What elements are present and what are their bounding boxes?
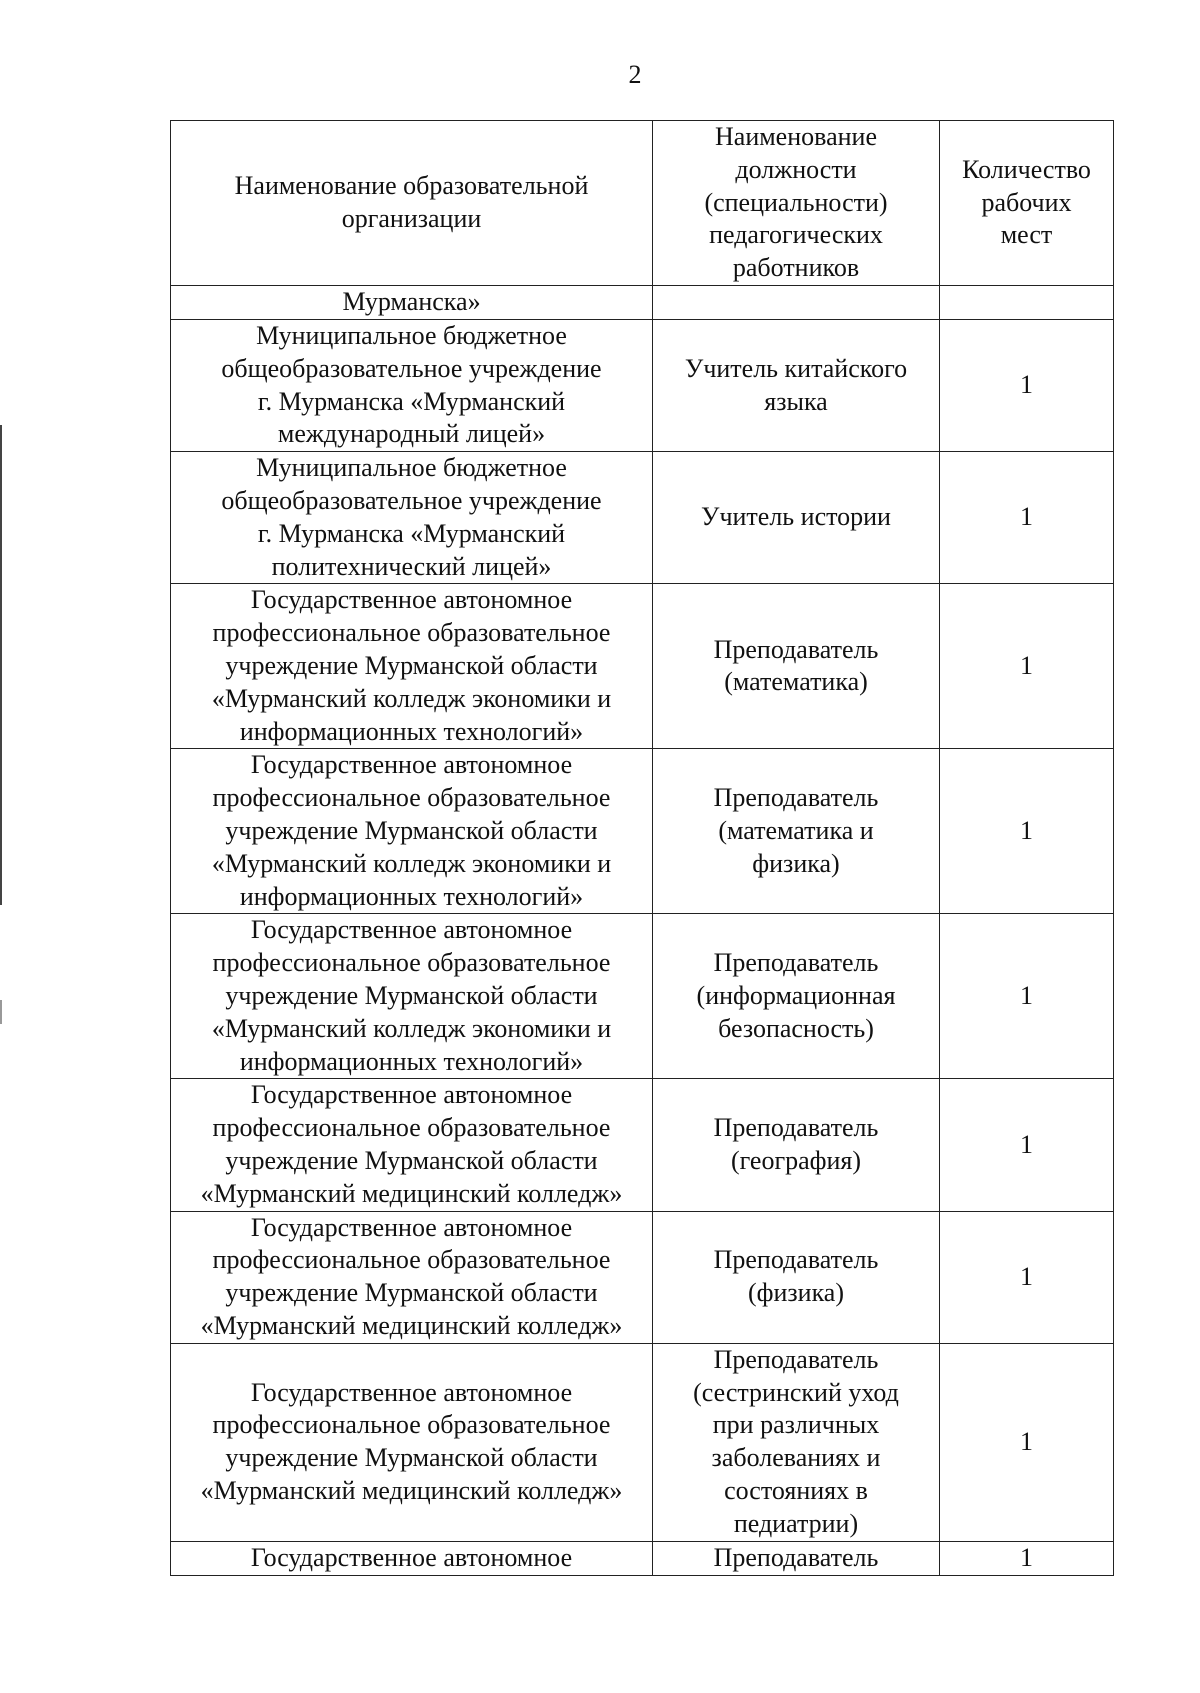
table-row (171, 452, 1114, 584)
table-row (171, 1541, 1114, 1575)
cell-quantity: 1 (940, 749, 1114, 914)
cell-organization: Муниципальное бюджетное общеобразовательное учреждение г. Мурманска «Мурманский международный лицей» (171, 319, 653, 451)
cell-organization: Государственное автономное профессиональное образовательное учреждение Мурманской области «Мурманский колледж экономики и информационных технологий» (171, 749, 653, 914)
page-number: 2 (628, 60, 642, 89)
cell-organization: Государственное автономное (171, 1541, 653, 1575)
cell-position: Преподаватель (сестринский уход при различных заболеваниях и состояниях в педиатрии) (653, 1343, 940, 1541)
cell-quantity: 1 (940, 1079, 1114, 1211)
cell-position: Преподаватель (география) (653, 1079, 940, 1211)
cell-quantity (940, 285, 1114, 319)
cell-quantity: 1 (940, 914, 1114, 1079)
cell-position: Преподаватель (математика и физика) (653, 749, 940, 914)
cell-position: Преподаватель (информационная безопасность) (653, 914, 940, 1079)
cell-position (653, 285, 940, 319)
table-row (171, 749, 1114, 914)
cell-position: Учитель китайского языка (653, 319, 940, 451)
table-row (171, 1343, 1114, 1541)
table-row (171, 319, 1114, 451)
vacancy-table (170, 120, 1114, 1576)
header-quantity: Количество рабочих мест (940, 121, 1114, 286)
cell-organization: Государственное автономное профессиональное образовательное учреждение Мурманской области «Мурманский колледж экономики и информационных технологий» (171, 584, 653, 749)
cell-position: Преподаватель (653, 1541, 940, 1575)
table-row (171, 584, 1114, 749)
scan-edge-mark (0, 425, 2, 905)
table-row (171, 1079, 1114, 1211)
header-position: Наименование должности (специальности) педагогических работников (653, 121, 940, 286)
table-row (171, 914, 1114, 1079)
cell-quantity: 1 (940, 452, 1114, 584)
cell-position: Преподаватель (физика) (653, 1211, 940, 1343)
cell-organization: Государственное автономное профессиональное образовательное учреждение Мурманской области «Мурманский медицинский колледж» (171, 1343, 653, 1541)
cell-position: Преподаватель (математика) (653, 584, 940, 749)
cell-organization: Государственное автономное профессиональное образовательное учреждение Мурманской области «Мурманский медицинский колледж» (171, 1079, 653, 1211)
table-row (171, 1211, 1114, 1343)
cell-position: Учитель истории (653, 452, 940, 584)
cell-quantity: 1 (940, 1211, 1114, 1343)
table-row-continuation (171, 285, 1114, 319)
cell-organization: Мурманска» (171, 285, 653, 319)
cell-organization: Государственное автономное профессиональное образовательное учреждение Мурманской области «Мурманский колледж экономики и информационных технологий» (171, 914, 653, 1079)
cell-quantity: 1 (940, 1541, 1114, 1575)
header-organization: Наименование образовательной организации (171, 121, 653, 286)
cell-quantity: 1 (940, 584, 1114, 749)
scan-edge-mark (0, 1000, 2, 1024)
cell-quantity: 1 (940, 1343, 1114, 1541)
cell-quantity: 1 (940, 319, 1114, 451)
cell-organization: Муниципальное бюджетное общеобразовательное учреждение г. Мурманска «Мурманский политехнический лицей» (171, 452, 653, 584)
cell-organization: Государственное автономное профессиональное образовательное учреждение Мурманской области «Мурманский медицинский колледж» (171, 1211, 653, 1343)
table-header-row (171, 121, 1114, 286)
